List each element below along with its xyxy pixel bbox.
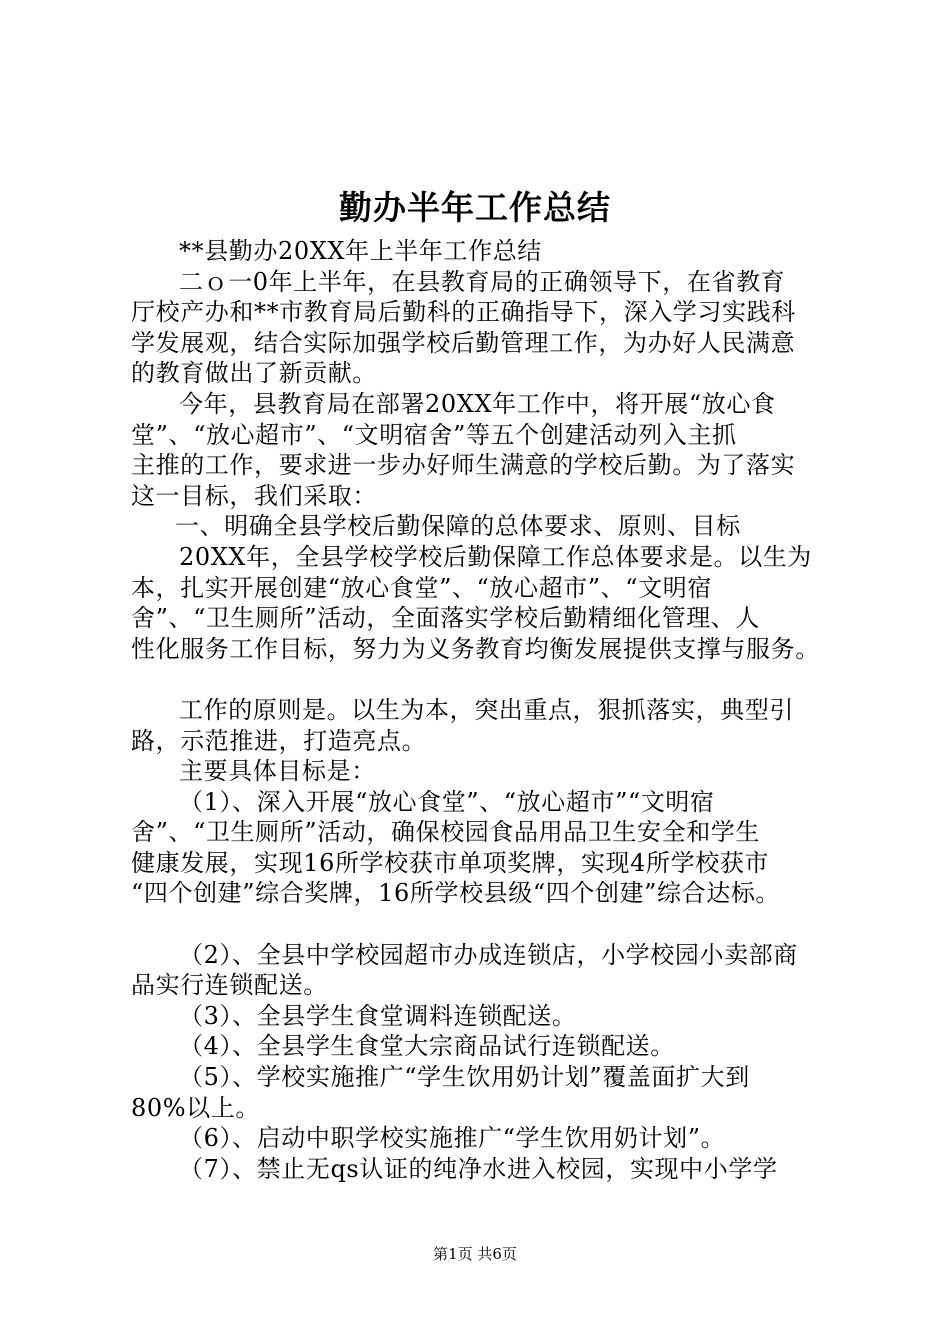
paragraph-line: 主要具体目标是： [179,757,376,786]
paragraph-line: 二ｏ一0年上半年，在县教育局的正确领导下，在省教育 [179,267,786,296]
paragraph-line: 堂”、“放心超市”、“文明宿舍”等五个创建活动列入主抓 [131,420,737,449]
page-footer: 第1页 共6页 [433,1245,517,1263]
document-title: 勤办半年工作总结 [339,188,611,227]
section-heading: 一、明确全县学校后勤保障的总体要求、原则、目标 [175,512,741,541]
paragraph-line: 本，扎实开展创建“放心食堂”、“放心超市”、“文明宿 [131,573,712,602]
list-item-line: （1）、深入开展“放心食堂”、“放心超市”“文明宿 [179,787,715,816]
list-item-line: （4）、全县学生食堂大宗商品试行连锁配送。 [179,1032,675,1061]
paragraph-line: 厅校产办和**市教育局后勤科的正确指导下，深入学习实践科 [131,298,796,327]
paragraph-line: 这一目标，我们采取： [131,481,377,510]
subtitle-line: **县勤办20XX年上半年工作总结 [179,237,542,265]
paragraph-line: 20XX年，全县学校学校后勤保障工作总体要求是。以生为 [179,542,812,571]
paragraph-line: 的教育做出了新贡献。 [131,359,377,388]
paragraph-line: 性化服务工作目标，努力为义务教育均衡发展提供支撑与服务。 [131,634,820,663]
paragraph-gap [131,909,851,940]
document-body [131,236,851,1184]
list-item-line: （7）、禁止无qs认证的纯净水进入校园，实现中小学学 [179,1154,778,1183]
list-item-line: （6）、启动中职学校实施推广“学生饮用奶计划”。 [179,1124,726,1153]
paragraph-line: 工作的原则是。以生为本，突出重点，狠抓落实，典型引 [179,695,794,724]
paragraph-line: 今年，县教育局在部署20XX年工作中，将开展“放心食 [179,389,776,418]
paragraph-line: 舍”、“卫生厕所”活动，全面落实学校后勤精细化管理、人 [131,604,761,633]
list-item-line: 80%以上。 [131,1093,260,1122]
list-item-line: （2）、全县中学校园超市办成连锁店，小学校园小卖部商 [179,940,798,969]
paragraph-gap [131,664,851,695]
list-item-line: “四个创建”综合奖牌，16所学校县级“四个创建”综合达标。 [131,879,781,908]
list-item-line: 舍”、“卫生厕所”活动，确保校园食品用品卫生安全和学生 [131,818,761,847]
list-item-line: 品实行连锁配送。 [131,971,328,1000]
list-item-line: （5）、学校实施推广“学生饮用奶计划”覆盖面扩大到 [179,1063,750,1092]
list-item-line: （3）、全县学生食堂调料连锁配送。 [179,1001,577,1030]
paragraph-line: 学发展观，结合实际加强学校后勤管理工作，为办好人民满意 [131,328,796,357]
paragraph-line: 路，示范推进，打造亮点。 [131,726,427,755]
list-item-line: 健康发展，实现16所学校获市单项奖牌，实现4所学校获市 [131,848,770,877]
paragraph-line: 主推的工作，要求进一步办好师生满意的学校后勤。为了落实 [131,451,796,480]
